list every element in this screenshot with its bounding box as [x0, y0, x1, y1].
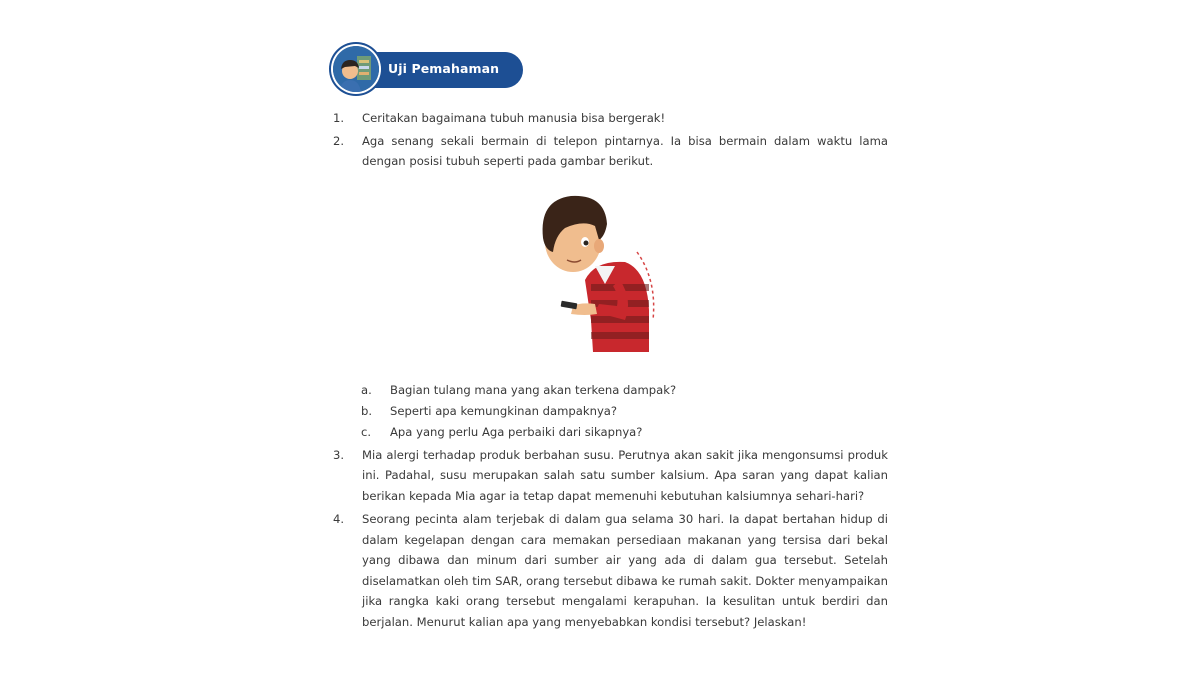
- textbook-page: [333, 46, 888, 632]
- sub-question-list: [333, 380, 888, 443]
- question-text: Seorang pecinta alam terjebak di dalam gua selama 30 hari. Ia dapat bertahan hidup di dalam kegelapan dengan cara memakan persediaan makanan yang tersisa dari bekal yang dibawa dan minum dari sumber air yang ada di dalam gua tersebut. Setelah diselamatkan oleh tim SAR, orang tersebut dibawa ke rumah sakit. Dokter menyampaikan jika rangka kaki orang tersebut mengalami kerapuhan. Ia kesulitan untuk berdiri dan berjalan. Menurut kalian apa yang menyebabkan kondisi tersebut? Jelaskan!: [362, 512, 888, 629]
- question-item: [333, 131, 888, 172]
- students-icon: [333, 46, 379, 92]
- boy-illustration: [525, 180, 665, 360]
- illustration-boy-phone: [333, 180, 888, 380]
- section-title: Uji Pemahaman: [388, 61, 500, 76]
- question-number: 4.: [333, 512, 345, 526]
- question-number: 3.: [333, 447, 345, 462]
- question-number: 2.: [333, 133, 345, 148]
- question-list: [333, 108, 888, 172]
- question-item: [333, 445, 888, 507]
- question-number: 1.: [333, 111, 345, 125]
- question-text: Ceritakan bagaimana tubuh manusia bisa bergerak!: [362, 111, 666, 125]
- section-badge: [333, 46, 533, 96]
- sub-question-text: Apa yang perlu Aga perbaiki dari sikapnya?: [390, 424, 643, 439]
- sub-question-letter: b.: [361, 403, 373, 418]
- question-item: [333, 108, 888, 129]
- question-text: Aga senang sekali bermain di telepon pintarnya. Ia bisa bermain dalam waktu lama dengan posisi tubuh seperti pada gambar berikut.: [362, 133, 888, 168]
- question-list-continued: [333, 445, 888, 633]
- sub-question-text: Bagian tulang mana yang akan terkena dampak?: [390, 382, 677, 397]
- sub-question-letter: a.: [361, 382, 372, 397]
- sub-question-item: [361, 401, 888, 422]
- question-text: Mia alergi terhadap produk berbahan susu. Perutnya akan sakit jika mengonsumsi produk ini. Padahal, susu merupakan salah satu sumber kalsium. Apa saran yang dapat kalian berikan kepada Mia agar ia tetap dapat memenuhi kebutuhan kalsiumnya sehari-hari?: [362, 447, 888, 503]
- sub-question-text: Seperti apa kemungkinan dampaknya?: [390, 403, 618, 418]
- sub-question-item: [361, 422, 888, 443]
- sub-question-item: [361, 380, 888, 401]
- sub-question-letter: c.: [361, 424, 372, 439]
- question-item: [333, 509, 888, 632]
